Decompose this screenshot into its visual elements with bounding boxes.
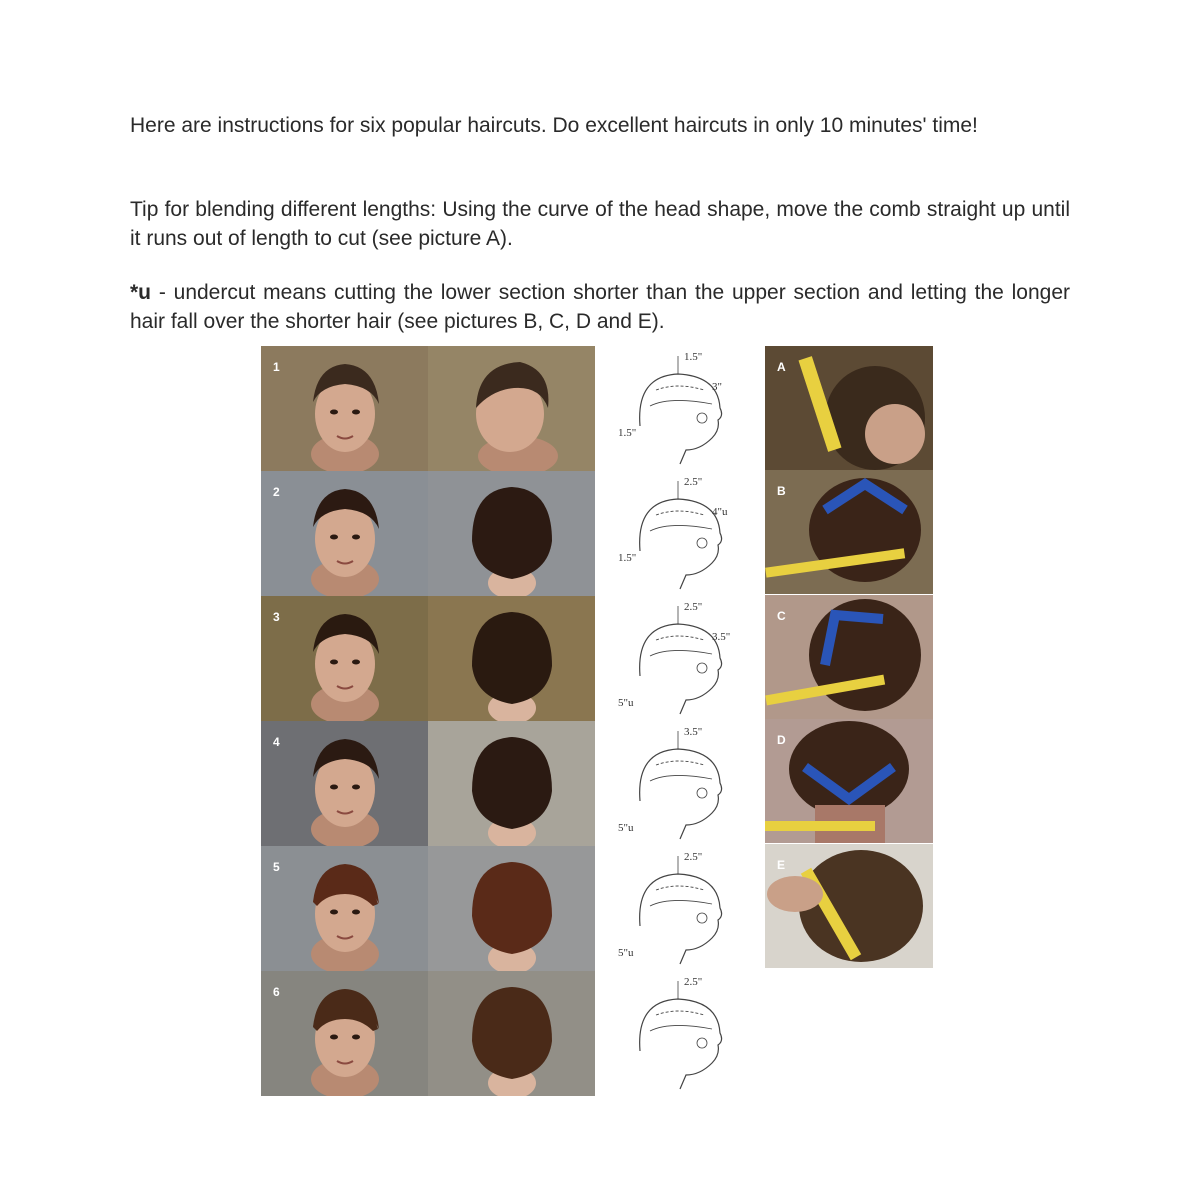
haircut-back-photo	[428, 721, 595, 846]
low-length-label: 5"u	[618, 822, 634, 834]
side-length-label: 4"u	[712, 506, 728, 518]
top-length-label: 2.5"	[684, 476, 703, 488]
technique-photo	[765, 595, 933, 719]
technique-photo	[765, 346, 933, 470]
haircut-number: 3	[273, 610, 280, 624]
technique-photo	[765, 470, 933, 594]
technique-label: C	[777, 608, 786, 623]
intro-paragraph	[130, 111, 1070, 140]
low-length-label: 1.5"	[618, 427, 637, 439]
undercut-symbol: *u	[130, 281, 151, 304]
haircut-number: 1	[273, 360, 280, 374]
blending-tip-text: Tip for blending different lengths: Using the curve of the head shape, move the comb straight up until it runs out of length to cut (see picture A).	[130, 198, 1070, 250]
haircut-back-photo	[428, 596, 595, 721]
head-cut-diagram	[600, 971, 760, 1096]
side-length-label: 3.5"	[712, 631, 731, 643]
blending-tip-paragraph	[130, 195, 1070, 253]
intro-text: Here are instructions for six popular haircuts. Do excellent haircuts in only 10 minutes' time!	[130, 114, 978, 137]
haircut-front-photo	[261, 971, 428, 1096]
haircut-front-photo	[261, 721, 428, 846]
top-length-label: 1.5"	[684, 351, 703, 363]
haircut-photo-grid	[261, 346, 595, 1096]
undercut-paragraph	[130, 278, 1070, 336]
top-length-label: 3.5"	[684, 726, 703, 738]
haircut-front-photo	[261, 471, 428, 596]
top-length-label: 2.5"	[684, 851, 703, 863]
undercut-text: - undercut means cutting the lower section shorter than the upper section and letting the longer hair fall over the shorter hair (see pictures B, C, D and E).	[130, 281, 1070, 333]
technique-photo	[765, 844, 933, 968]
technique-label: A	[777, 360, 786, 374]
haircut-number: 2	[273, 485, 280, 499]
haircut-back-photo	[428, 971, 595, 1096]
low-length-label: 1.5"	[618, 552, 637, 564]
haircut-number: 6	[273, 985, 280, 999]
haircut-number: 4	[273, 735, 280, 749]
top-length-label: 2.5"	[684, 601, 703, 613]
head-cut-diagram	[600, 346, 760, 471]
haircut-back-photo	[428, 846, 595, 971]
haircut-front-photo	[261, 596, 428, 721]
head-cut-diagram	[600, 596, 760, 721]
low-length-label: 5"u	[618, 697, 634, 709]
haircut-back-photo	[428, 346, 595, 471]
haircut-front-photo	[261, 846, 428, 971]
technique-label: E	[777, 857, 786, 872]
haircut-number: 5	[273, 860, 280, 874]
head-cut-diagram	[600, 721, 760, 846]
technique-photo	[765, 719, 933, 843]
side-length-label: 3"	[712, 381, 722, 393]
head-cut-diagram	[600, 846, 760, 971]
low-length-label: 5"u	[618, 947, 634, 959]
head-cut-diagram	[600, 471, 760, 596]
top-length-label: 2.5"	[684, 976, 703, 988]
technique-label: D	[777, 733, 786, 748]
technique-label: B	[777, 484, 786, 499]
haircut-back-photo	[428, 471, 595, 596]
haircut-front-photo	[261, 346, 428, 471]
